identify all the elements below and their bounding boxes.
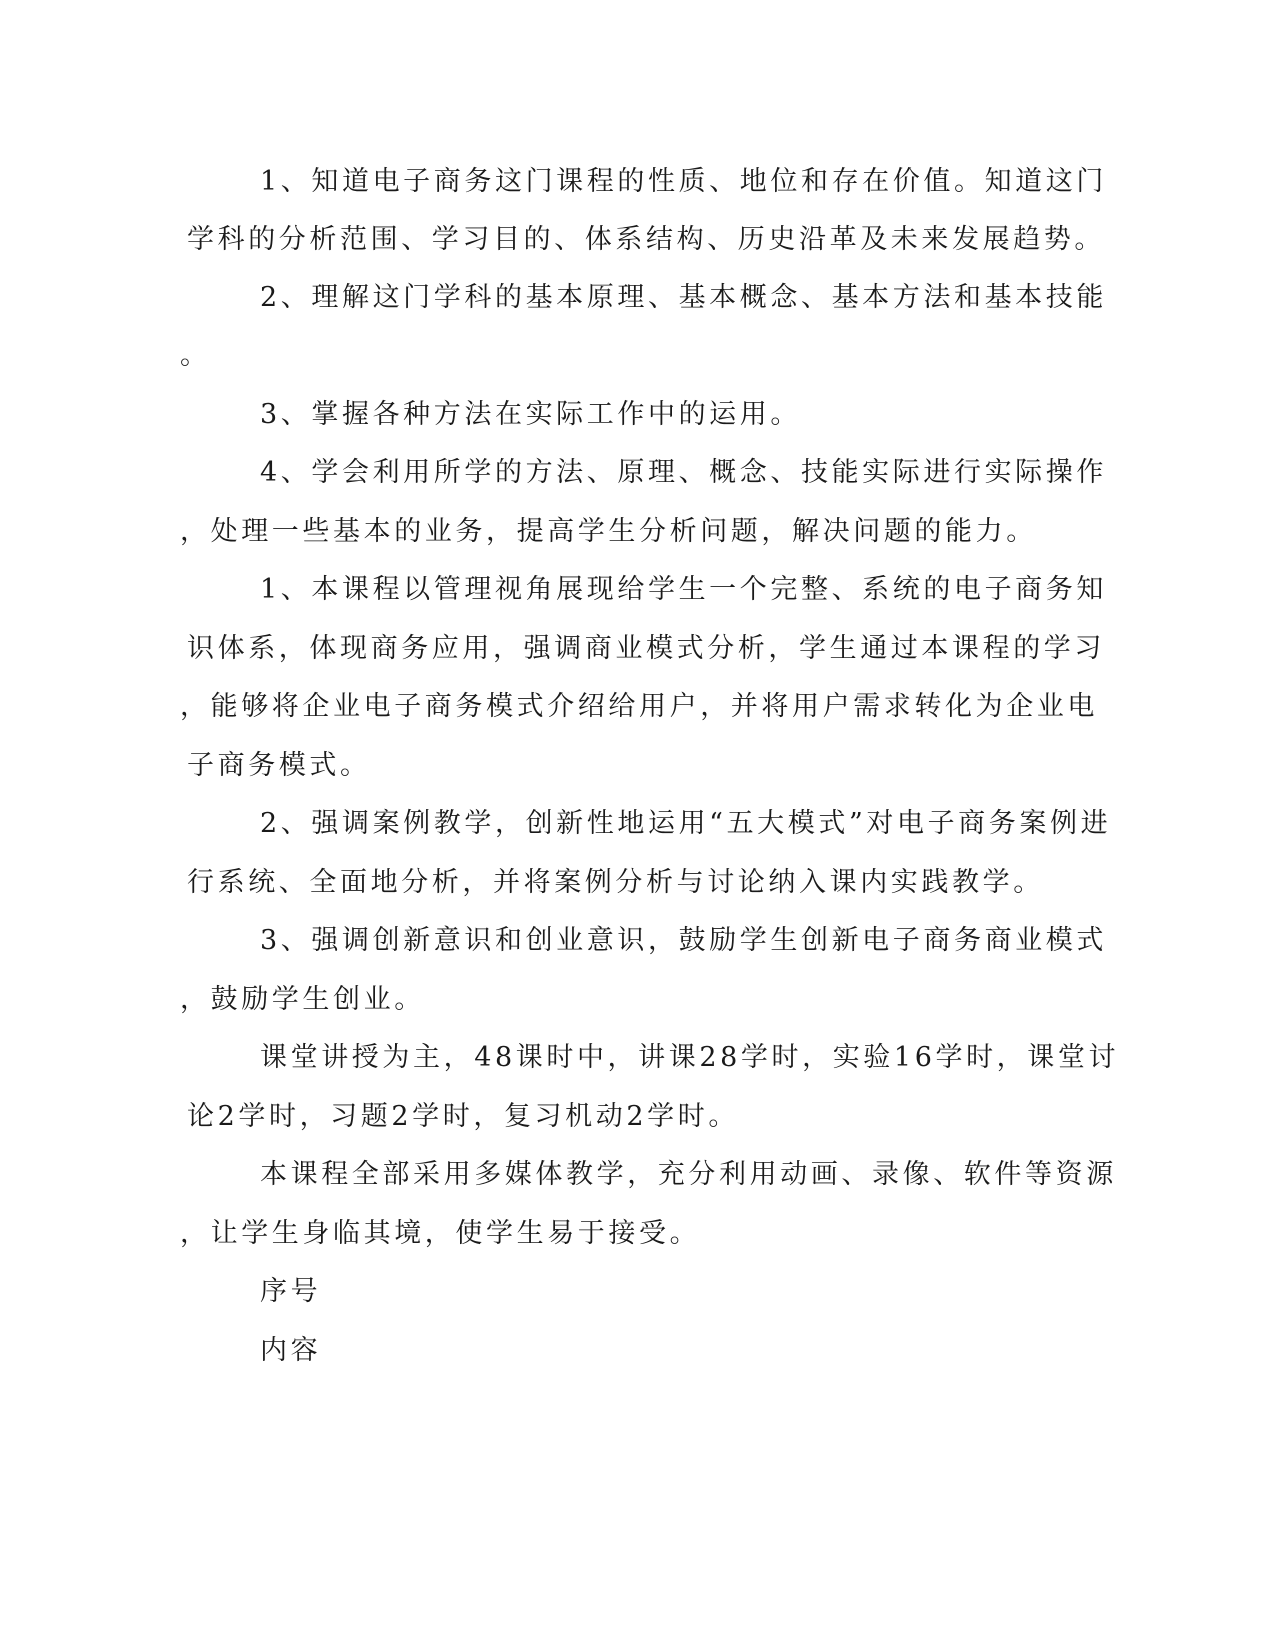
goal-4-line-1: 4、学会利用所学的方法、原理、概念、技能实际进行实际操作 [260, 457, 1107, 488]
table-header-index: 序号 [260, 1276, 322, 1307]
goal-2-line-1: 2、理解这门学科的基本原理、基本概念、基本方法和基本技能 [260, 282, 1107, 313]
feature-1-line-3: ，能够将企业电子商务模式介绍给用户，并将用户需求转化为企业电 [180, 691, 1098, 722]
feature-2-line-1: 2、强调案例教学，创新性地运用“五大模式”对电子商务案例进 [260, 808, 1112, 839]
feature-1-line-1: 1、本课程以管理视角展现给学生一个完整、系统的电子商务知 [260, 574, 1107, 605]
table-header-content: 内容 [260, 1335, 322, 1366]
goal-2-line-2: 。 [180, 340, 211, 371]
feature-3-line-2: ，鼓励学生创业。 [180, 984, 425, 1015]
feature-1-line-4: 子商务模式。 [187, 750, 371, 781]
hours-line-2: 论2学时，习题2学时，复习机动2学时。 [187, 1101, 739, 1132]
goal-1-line-2: 学科的分析范围、学习目的、体系结构、历史沿革及未来发展趋势。 [187, 224, 1105, 255]
feature-2-line-2: 行系统、全面地分析，并将案例分析与讨论纳入课内实践教学。 [187, 867, 1044, 898]
method-line-2: ，让学生身临其境，使学生易于接受。 [180, 1218, 701, 1249]
method-line-1: 本课程全部采用多媒体教学，充分利用动画、录像、软件等资源 [260, 1159, 1117, 1190]
goal-4-line-2: ，处理一些基本的业务，提高学生分析问题，解决问题的能力。 [180, 516, 1037, 547]
goal-1-line-1: 1、知道电子商务这门课程的性质、地位和存在价值。知道这门 [260, 166, 1107, 197]
hours-line-1: 课堂讲授为主，48课时中，讲课28学时，实验16学时，课堂讨 [260, 1042, 1120, 1073]
goal-3-line-1: 3、掌握各种方法在实际工作中的运用。 [260, 399, 801, 430]
feature-3-line-1: 3、强调创新意识和创业意识，鼓励学生创新电子商务商业模式 [260, 925, 1107, 956]
feature-1-line-2: 识体系，体现商务应用，强调商业模式分析，学生通过本课程的学习 [187, 633, 1105, 664]
